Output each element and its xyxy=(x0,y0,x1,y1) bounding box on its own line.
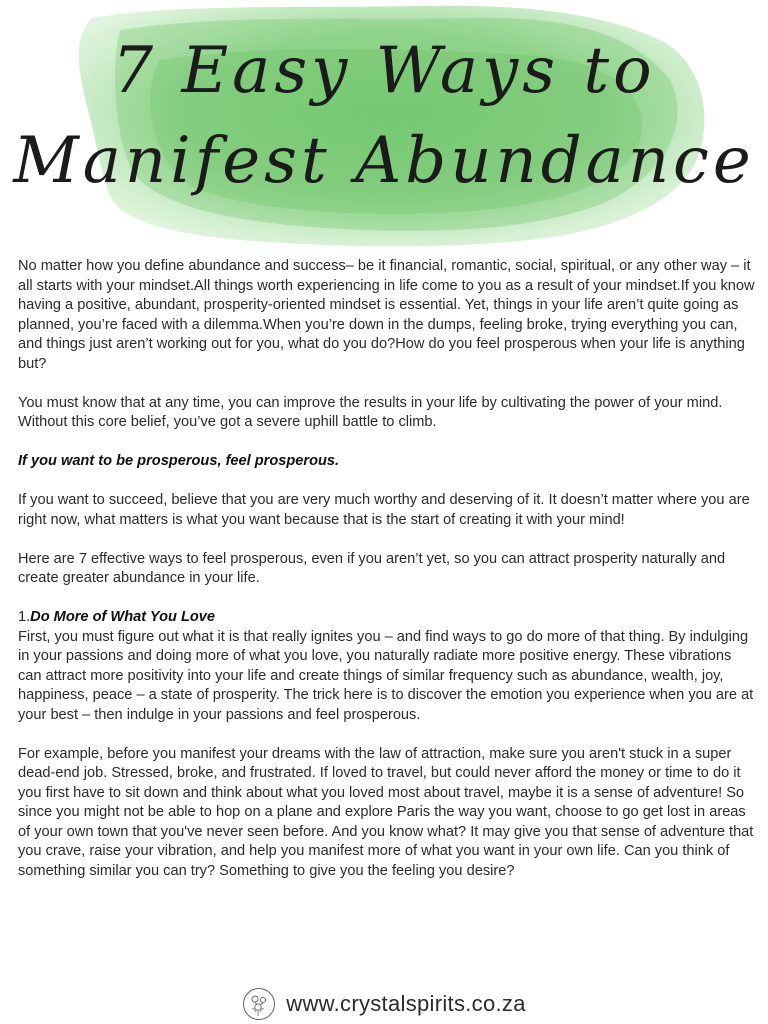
section-1-title: Do More of What You Love xyxy=(30,609,216,625)
paragraph-succeed: If you want to succeed, believe that you are very much worthy and deserving of it. It doesn’t matter where you are right now, what matters is what you want because that is the start of creating it with your mind! xyxy=(18,492,750,528)
intro-paragraph: No matter how you define abundance and success– be it financial, romantic, social, spiritual, or any other way – it all starts with your mindset.All things worth experiencing in life come to you as a result of your mindset.If you know having a positive, abundant, prosperity-oriented mindset is essential. Yet, things in your life aren’t quite going as planned, you’re faced with a dilemma.When you’re down in the dumps, feeling broke, trying everything you can, and things just aren’t working out for you, what do you do?How do you feel prosperous when your life is anything but? xyxy=(18,258,755,372)
section-1-heading xyxy=(18,608,758,628)
paragraph-seven-ways: Here are 7 effective ways to feel prosperous, even if you aren’t yet, so you can attract prosperity naturally and create greater abundance in your life. xyxy=(18,550,726,586)
title-line-2: Manifest Abundance xyxy=(13,124,755,198)
footer xyxy=(0,986,768,1022)
title-line-1: 7 Easy Ways to xyxy=(112,34,656,108)
flower-icon xyxy=(242,987,276,1021)
article-body xyxy=(18,257,758,901)
section-1-paragraph-1: First, you must figure out what it is that really ignites you – and find ways to go do more of that thing. By indulging in your passions and doing more of what you love, you naturally radiate more positive energy. These vibrations can attract more positivity into your life and create things of similar frequency such as abundance, wealth, joy, happiness, peace – a state of prosperity. The trick here is to discover the emotion you experience when you are at your best – then indulge in your passions and feel prosperous. xyxy=(18,628,754,723)
website-link[interactable]: www.crystalspirits.co.za xyxy=(286,991,526,1016)
section-1-number: 1. xyxy=(18,609,31,625)
section-1-paragraph-2: For example, before you manifest your dreams with the law of attraction, make sure you aren't stuck in a super dead-end job. Stressed, broke, and frustrated. If loved to travel, but could never afford the money or time to do it you first have to sit down and think about what you loved most about travel, maybe it is a sense of adventure! So since you might not be able to hop on a plane and explore Paris the way you want, choose to go get lost in areas of your own town that you've never seen before. And you know what? It may give you that sense of adventure that you crave, raise your vibration, and help you manifest more of what you want in your own life. Can you think of something similar you can try? Something to give you the feeling you desire? xyxy=(18,745,754,879)
subheading: If you want to be prosperous, feel prosperous. xyxy=(18,453,340,469)
paragraph-mindset: You must know that at any time, you can improve the results in your life by cultivating the power of your mind. Without this core belief, you’ve got a severe uphill battle to climb. xyxy=(18,394,723,430)
header xyxy=(0,0,768,252)
